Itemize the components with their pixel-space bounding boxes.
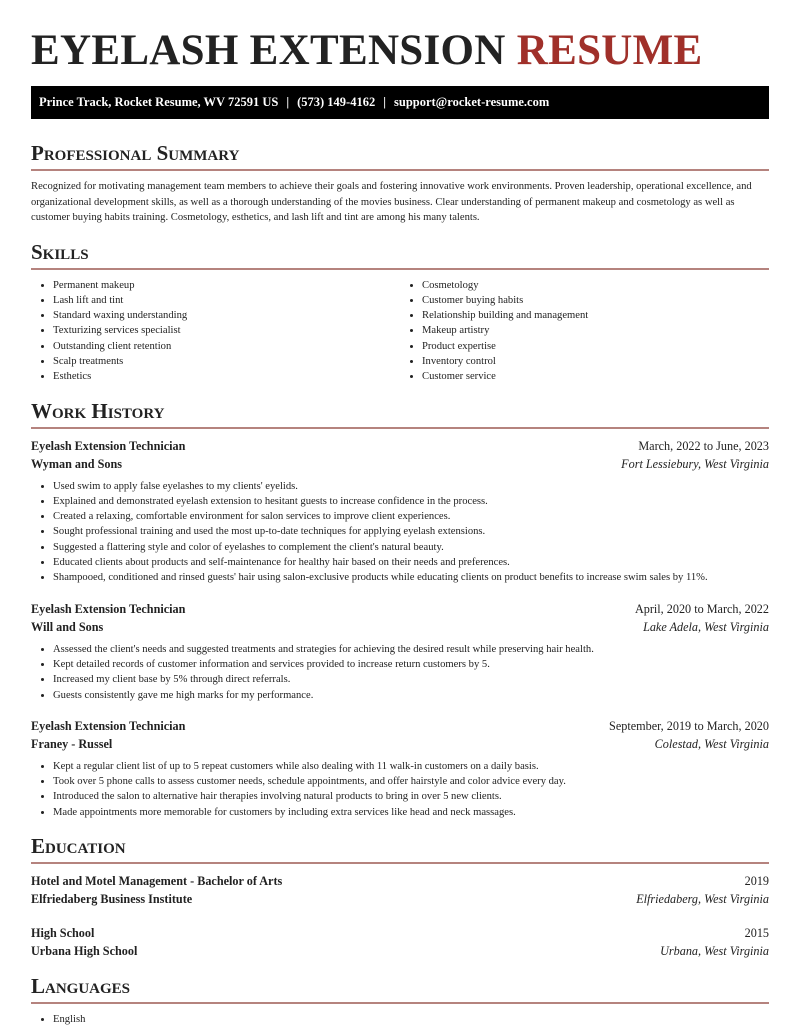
job-title: Eyelash Extension Technician	[31, 438, 186, 453]
section-heading-languages: Languages	[31, 974, 769, 1004]
contact-bar	[31, 86, 769, 119]
education-degree: Hotel and Motel Management - Bachelor of Arts	[31, 874, 283, 889]
job-bullet: • Introduced the salon to alternative hair therapies involving natural products to bring in over 5 new clients.	[53, 789, 769, 804]
contact-separator: |	[383, 95, 386, 109]
languages-list	[31, 1012, 769, 1027]
contact-address: Prince Track, Rocket Resume, WV 72591 US	[39, 95, 279, 109]
job-bullets	[31, 759, 769, 820]
skill-item: • Relationship building and management	[422, 308, 769, 323]
job-bullet: • Suggested a flattering style and color of eyelashes to complement the client's natural beauty.	[53, 540, 769, 555]
education-school: Urbana High School	[31, 944, 138, 959]
job-bullet: • Explained and demonstrated eyelash extension to hesitant guests to increase confidence in the process.	[53, 494, 769, 509]
job-entry	[31, 717, 769, 820]
skill-item: • Customer buying habits	[422, 293, 769, 308]
skills-column-right	[400, 278, 769, 385]
job-bullet: • Created a relaxing, comfortable environment for salon services to improve client experiences.	[53, 509, 769, 524]
job-bullet: • Made appointments more memorable for customers by including extra services like head and neck massages.	[53, 805, 769, 820]
job-bullets	[31, 479, 769, 586]
job-location: Lake Adela, West Virginia	[643, 619, 769, 634]
skill-item: • Scalp treatments	[53, 354, 400, 369]
language-item: • English	[53, 1012, 769, 1027]
skill-item: • Product expertise	[422, 339, 769, 354]
education-year: 2015	[744, 926, 769, 941]
education-entry	[31, 924, 769, 960]
education-degree: High School	[31, 926, 95, 941]
job-bullet: • Used swim to apply false eyelashes to my clients' eyelids.	[53, 479, 769, 494]
section-heading-summary: Professional Summary	[31, 141, 769, 171]
job-bullet: • Sought professional training and used the most up-to-date techniques for applying eyelash extensions.	[53, 524, 769, 539]
job-bullet: • Assessed the client's needs and suggested treatments and strategies for achieving the desired result while preserving hair health.	[53, 642, 769, 657]
skill-item: • Customer service	[422, 369, 769, 384]
skill-item: • Lash lift and tint	[53, 293, 400, 308]
education-location: Elfriedaberg, West Virginia	[636, 892, 769, 907]
job-bullet: • Guests consistently gave me high marks for my performance.	[53, 688, 769, 703]
job-dates: March, 2022 to June, 2023	[638, 438, 769, 453]
job-bullet: • Took over 5 phone calls to assess customer needs, schedule appointments, and offer hairstyle and color advice every day.	[53, 774, 769, 789]
education-school: Elfriedaberg Business Institute	[31, 892, 193, 907]
contact-separator: |	[286, 95, 290, 109]
job-bullet: • Kept a regular client list of up to 5 repeat customers while also dealing with 11 walk-in customers on a daily basis.	[53, 759, 769, 774]
summary-text: Recognized for motivating management team members to achieve their goals and fostering innovative work environments. Proven leadership, operational excellence, and organizational development skills, as well as a thorough understanding of the movies business. Clear understanding of permanent makeup and cosmetology as well as customer buying habits training. Cosmetology, esthetics, and lash lift and tint are among his many talents.	[31, 181, 752, 223]
job-entry	[31, 600, 769, 703]
section-heading-education: Education	[31, 834, 769, 864]
job-dates: September, 2019 to March, 2020	[609, 718, 769, 733]
section-heading-work: Work History	[31, 399, 769, 429]
job-bullets	[31, 642, 769, 703]
job-dates: April, 2020 to March, 2022	[634, 601, 769, 616]
education-location: Urbana, West Virginia	[660, 944, 769, 959]
skill-item: • Outstanding client retention	[53, 339, 400, 354]
skill-item: • Inventory control	[422, 354, 769, 369]
job-bullet: • Kept detailed records of customer information and services provided to increase return customers by 5.	[53, 657, 769, 672]
skill-item: • Permanent makeup	[53, 278, 400, 293]
contact-email[interactable]: support@rocket-resume.com	[394, 95, 550, 109]
title-accent: RESUME	[516, 27, 703, 74]
title-main: EYELASH EXTENSION	[31, 27, 506, 74]
skill-item: • Makeup artistry	[422, 323, 769, 338]
skills-list	[31, 278, 769, 385]
job-title: Eyelash Extension Technician	[31, 601, 186, 616]
skill-item: • Esthetics	[53, 369, 400, 384]
job-bullet: • Increased my client base by 5% through direct referrals.	[53, 672, 769, 687]
skill-item: • Cosmetology	[422, 278, 769, 293]
contact-phone: (573) 149-4162	[297, 95, 376, 109]
skills-column-left	[31, 278, 400, 385]
skill-item: • Texturizing services specialist	[53, 323, 400, 338]
job-title: Eyelash Extension Technician	[31, 718, 186, 733]
job-company: Wyman and Sons	[31, 456, 122, 471]
job-location: Colestad, West Virginia	[654, 736, 769, 751]
resume-title	[31, 0, 769, 74]
job-bullet: • Educated clients about products and self-maintenance for healthy hair based on their needs and preferences.	[53, 555, 769, 570]
job-location: Fort Lessiebury, West Virginia	[621, 456, 769, 471]
job-entry	[31, 437, 769, 586]
section-heading-skills: Skills	[31, 240, 769, 270]
job-company: Will and Sons	[31, 619, 104, 634]
job-bullet: • Shampooed, conditioned and rinsed guests' hair using salon-exclusive products while educating clients on product benefits to increase swim sales by 11%.	[53, 570, 769, 585]
education-entry	[31, 872, 769, 908]
skill-item: • Standard waxing understanding	[53, 308, 400, 323]
education-year: 2019	[744, 874, 769, 889]
job-company: Franey - Russel	[31, 736, 113, 751]
